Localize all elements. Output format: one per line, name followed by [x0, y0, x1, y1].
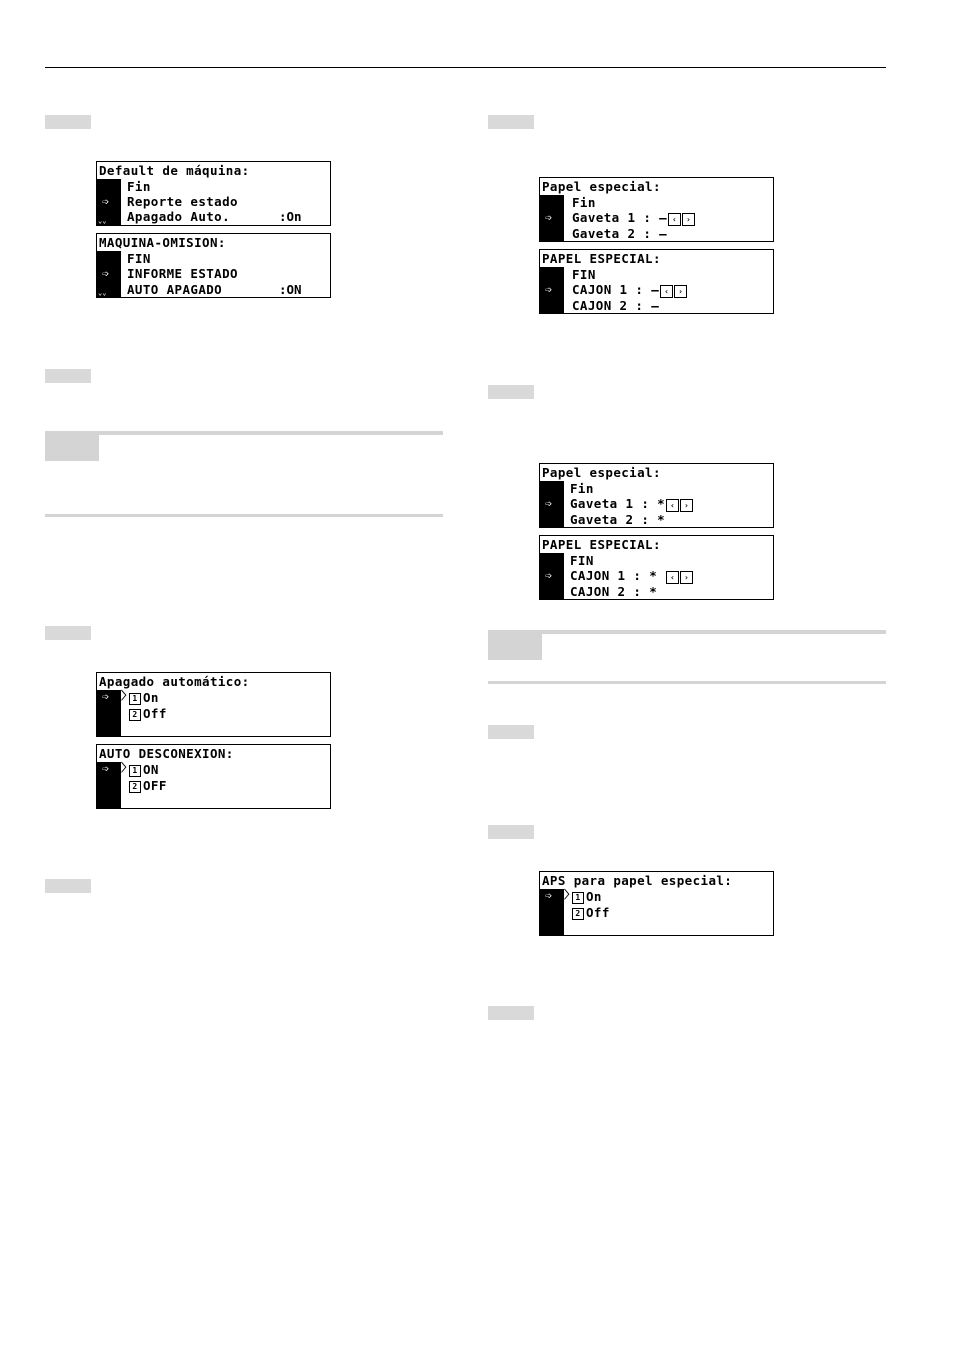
selection-caret: 〉 [564, 888, 575, 901]
lcd-row: CAJON 2 : * [570, 584, 658, 599]
lcd-row: Gaveta 2 : * [570, 512, 666, 527]
scroll-down-icon: ⌄⌄ [98, 217, 107, 225]
right-key-icon: › [680, 499, 693, 512]
lcd-cursor-column [97, 690, 121, 736]
lcd-maquina-omision [96, 233, 331, 298]
option-number: 1 [572, 892, 584, 904]
lcd-aps-papel-especial [539, 871, 774, 936]
lcd-papel-especial-set-caps [539, 535, 774, 600]
selection-caret: 〉 [121, 761, 132, 774]
step-marker [45, 115, 91, 129]
section-header [488, 630, 886, 660]
step-marker [488, 725, 534, 739]
lcd-cursor-column [97, 762, 121, 808]
lcd-row: CAJON 1 : – ‹ › [572, 282, 687, 298]
option-1 [129, 690, 159, 706]
right-arrow-icon: ➩ [102, 762, 110, 776]
right-key-icon: › [674, 285, 687, 298]
lcd-row: FIN [127, 251, 151, 266]
lcd-row: INFORME ESTADO [127, 266, 238, 281]
lcd-row: Fin [570, 481, 594, 496]
step-marker [488, 115, 534, 129]
step-marker [488, 385, 534, 399]
option-2 [129, 706, 167, 722]
lcd-title: MAQUINA-OMISION: [99, 235, 226, 250]
lcd-title: Papel especial: [542, 179, 661, 194]
option-number: 2 [129, 781, 141, 793]
option-number: 1 [129, 765, 141, 777]
step-marker [45, 879, 91, 893]
lcd-title: AUTO DESCONEXION: [99, 746, 234, 761]
option-number: 1 [129, 693, 141, 705]
lcd-title: APS para papel especial: [542, 873, 733, 888]
step-marker [488, 1006, 534, 1020]
section-divider [488, 681, 886, 684]
right-arrow-icon: ➩ [545, 283, 553, 297]
option-label: Off [586, 905, 610, 920]
section-divider [45, 514, 443, 517]
lcd-row: FIN [570, 553, 594, 568]
step-marker [45, 369, 91, 383]
lcd-row: AUTO APAGADO [127, 282, 223, 297]
lcd-title: Papel especial: [542, 465, 661, 480]
option-number: 2 [129, 709, 141, 721]
right-arrow-icon: ➩ [545, 569, 553, 583]
lcd-cursor-column [540, 267, 564, 313]
lcd-row: CAJON 2 : – [572, 298, 660, 313]
lcd-cursor-column [540, 889, 564, 935]
lcd-value: :On [279, 209, 302, 224]
lcd-default-maquina [96, 161, 331, 226]
option-label: On [143, 690, 159, 705]
lcd-apagado-automatico [96, 672, 331, 737]
lcd-row: Gaveta 1 : * ‹ › [570, 496, 693, 512]
right-key-icon: › [680, 571, 693, 584]
lcd-title: PAPEL ESPECIAL: [542, 537, 661, 552]
right-arrow-icon: ➩ [545, 211, 553, 225]
lcd-title: Default de máquina: [99, 163, 250, 178]
option-2 [129, 778, 167, 794]
lcd-papel-especial-caps [539, 249, 774, 314]
lcd-row: Apagado Auto. [127, 209, 231, 224]
right-arrow-icon: ➩ [102, 267, 110, 281]
lcd-papel-especial [539, 177, 774, 242]
option-label: OFF [143, 778, 167, 793]
left-key-icon: ‹ [660, 285, 673, 298]
lcd-row: Fin [572, 195, 596, 210]
option-label: Off [143, 706, 167, 721]
lcd-auto-desconexion [96, 744, 331, 809]
option-label: On [586, 889, 602, 904]
step-marker [488, 825, 534, 839]
left-key-icon: ‹ [668, 213, 681, 226]
lcd-row: Reporte estado [127, 194, 238, 209]
right-arrow-icon: ➩ [102, 195, 110, 209]
lcd-cursor-column [540, 481, 564, 527]
header-rule [45, 67, 886, 68]
lcd-cursor-column [540, 195, 564, 241]
right-arrow-icon: ➩ [545, 497, 553, 511]
lcd-cursor-column [97, 179, 121, 225]
lcd-row: Gaveta 1 : – ‹ › [572, 210, 695, 226]
lcd-title: PAPEL ESPECIAL: [542, 251, 661, 266]
right-arrow-icon: ➩ [102, 690, 110, 704]
option-1 [572, 889, 602, 905]
lcd-cursor-column [540, 553, 564, 599]
lcd-title: Apagado automático: [99, 674, 250, 689]
step-marker [45, 626, 91, 640]
lcd-value: :ON [279, 282, 302, 297]
option-label: ON [143, 762, 159, 777]
lcd-row: CAJON 1 : * ‹ › [570, 568, 693, 584]
lcd-row: Fin [127, 179, 151, 194]
option-1 [129, 762, 159, 778]
scroll-down-icon: ⌄⌄ [98, 289, 107, 297]
right-arrow-icon: ➩ [545, 889, 553, 903]
left-key-icon: ‹ [666, 499, 679, 512]
left-key-icon: ‹ [666, 571, 679, 584]
right-key-icon: › [682, 213, 695, 226]
lcd-papel-especial-set [539, 463, 774, 528]
lcd-row: FIN [572, 267, 596, 282]
section-header [45, 431, 443, 461]
lcd-row: Gaveta 2 : – [572, 226, 668, 241]
option-number: 2 [572, 908, 584, 920]
option-2 [572, 905, 610, 921]
lcd-cursor-column [97, 251, 121, 297]
selection-caret: 〉 [121, 689, 132, 702]
